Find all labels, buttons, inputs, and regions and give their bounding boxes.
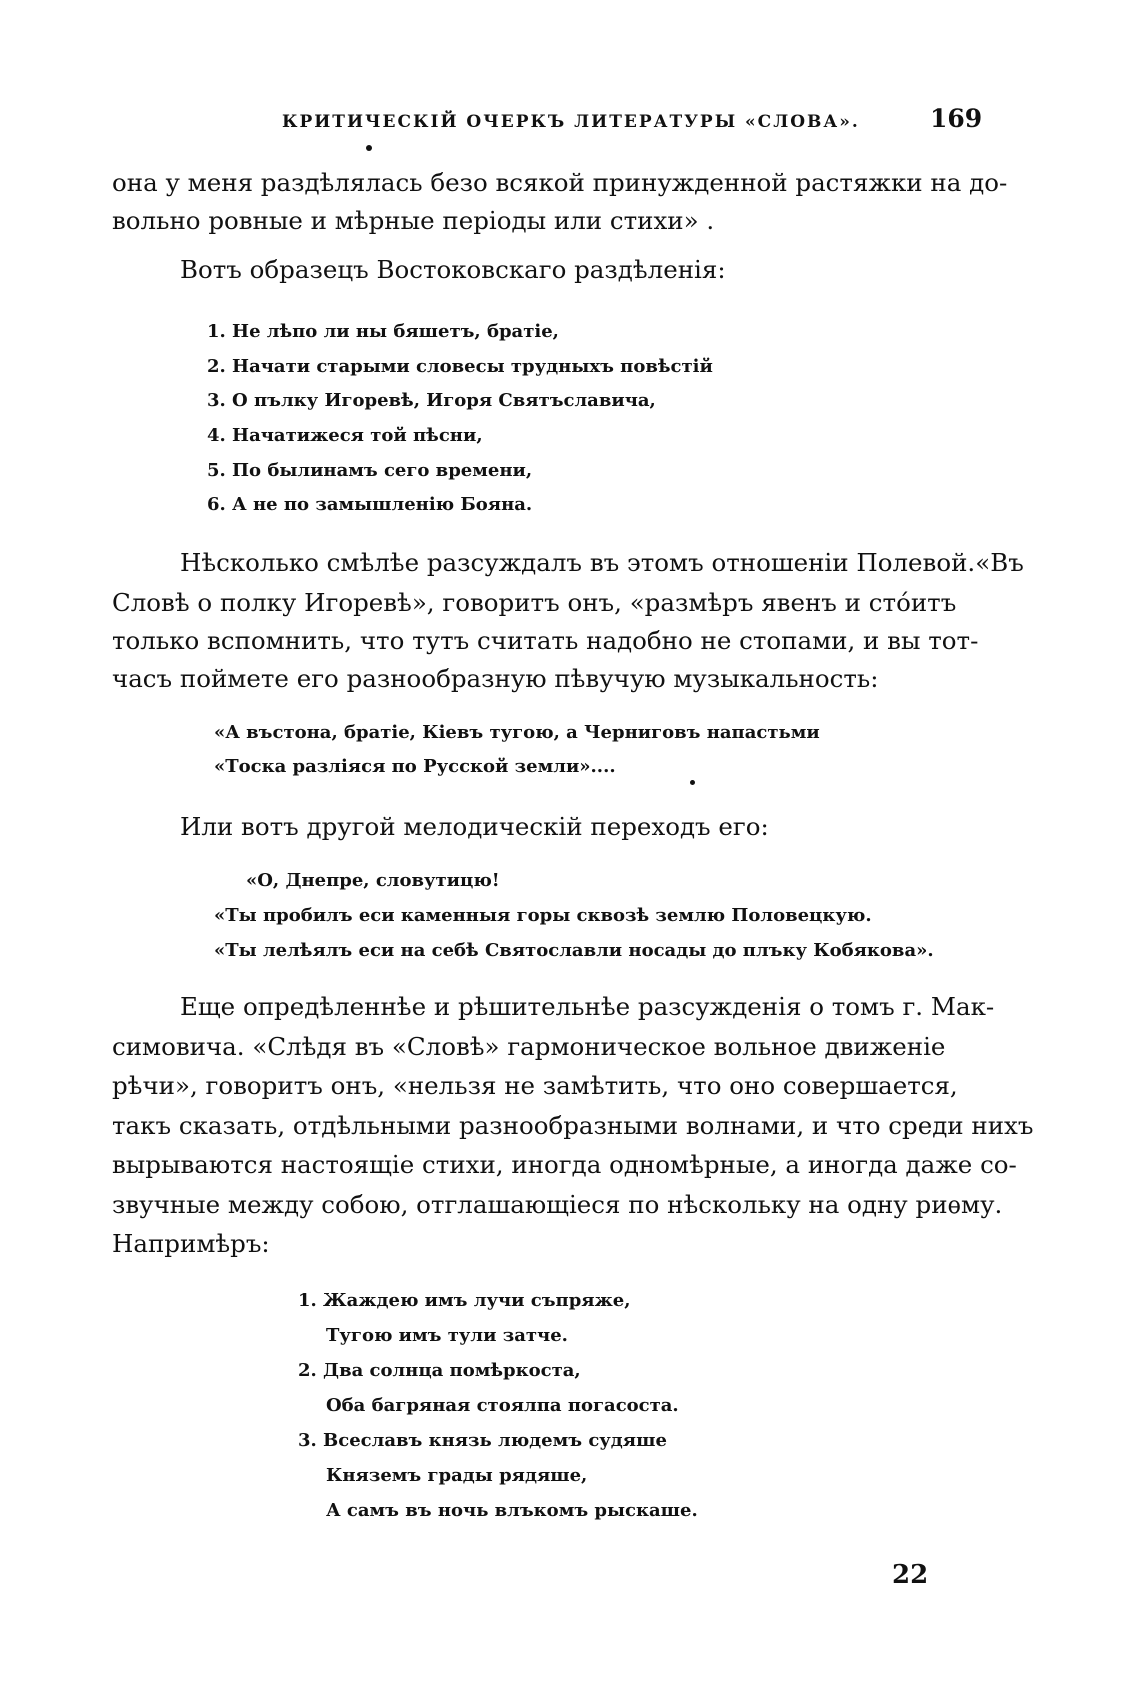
example-line: 2. Два солнца помѣркоста, (298, 1360, 581, 1381)
para3-line-7: Напримѣръ: (112, 1229, 270, 1258)
para2-line-4: часъ поймете его разнообразную пѣвучую музыкальность: (112, 664, 879, 693)
para1-line-2: вольно ровные и мѣрные періоды или стихи» . (112, 206, 715, 235)
example-line: Княземъ грады рядяше, (326, 1465, 588, 1486)
intro-melodic: Или вотъ другой мелодическій переходъ его: (180, 812, 769, 841)
vostokov-line: 2. Начати старыми словесы трудныхъ повѣстій (207, 356, 713, 377)
para2-line-1: Нѣсколько смѣлѣе разсуждалъ въ этомъ отношеніи Полевой.«Въ (180, 548, 1024, 577)
para3-line-3: рѣчи», говоритъ онъ, «нельзя не замѣтить, что оно совершается, (112, 1071, 958, 1100)
example-line: 3. Всеславъ князь людемъ судяше (298, 1430, 667, 1451)
para3-line-5: вырываются настоящіе стихи, иногда одномѣрные, а иногда даже со- (112, 1150, 1017, 1179)
running-title: КРИТИЧЕСКІЙ ОЧЕРКЪ ЛИТЕРАТУРЫ «СЛОВА». (282, 112, 860, 132)
para3-line-6: звучные между собою, отглашающіеся по нѣскольку на одну риѳму. (112, 1190, 1003, 1219)
para3-line-1: Еще опредѣленнѣе и рѣшительнѣе разсужденія о томъ г. Мак- (180, 992, 995, 1021)
example-line: А самъ въ ночь влъкомъ рыскаше. (326, 1500, 698, 1521)
quote-line: «О, Днепре, словутицю! (246, 870, 500, 891)
quote-line: «Ты лелѣялъ еси на себѣ Святославли носады до плъку Кобякова». (214, 940, 934, 961)
para1-line-1: она у меня раздѣлялась безо всякой принужденной растяжки на до- (112, 168, 1008, 197)
para2-line-2: Словѣ о полку Игоревѣ», говоритъ онъ, «размѣръ явенъ и стóитъ (112, 588, 957, 617)
vostokov-line: 4. Начатижеся той пѣсни, (207, 425, 483, 446)
vostokov-line: 3. О пълку Игоревѣ, Игоря Святъславича, (207, 390, 656, 411)
example-line: Оба багряная стоялпа погасоста. (326, 1395, 679, 1416)
para3-line-4: такъ сказать, отдѣльными разнообразными волнами, и что среди нихъ (112, 1111, 1034, 1140)
signature-mark: 22 (892, 1560, 929, 1590)
quote-line: «А въстона, братіе, Кіевъ тугою, а Черниговъ напастьми (214, 722, 820, 743)
vostokov-line: 5. По былинамъ сего времени, (207, 460, 533, 481)
quote-line: «Ты пробилъ еси каменныя горы сквозѣ землю Половецкую. (214, 905, 872, 926)
example-line: Тугою имъ тули затче. (326, 1325, 568, 1346)
ink-speck (366, 145, 372, 151)
para3-line-2: симовича. «Слѣдя въ «Словѣ» гармоническое вольное движеніе (112, 1032, 946, 1061)
ink-speck (690, 780, 695, 785)
quote-line: «Тоска разліяся по Русской земли».... (214, 756, 616, 777)
vostokov-line: 6. А не по замышленію Бояна. (207, 494, 533, 515)
intro-vostokov: Вотъ образецъ Востоковскаго раздѣленія: (180, 255, 726, 284)
para2-line-3: только вспомнить, что тутъ считать надобно не стопами, и вы тот- (112, 626, 979, 655)
example-line: 1. Жаждею имъ лучи съпряже, (298, 1290, 631, 1311)
page-number: 169 (930, 104, 983, 133)
vostokov-line: 1. Не лѣпо ли ны бяшетъ, братіе, (207, 321, 559, 342)
